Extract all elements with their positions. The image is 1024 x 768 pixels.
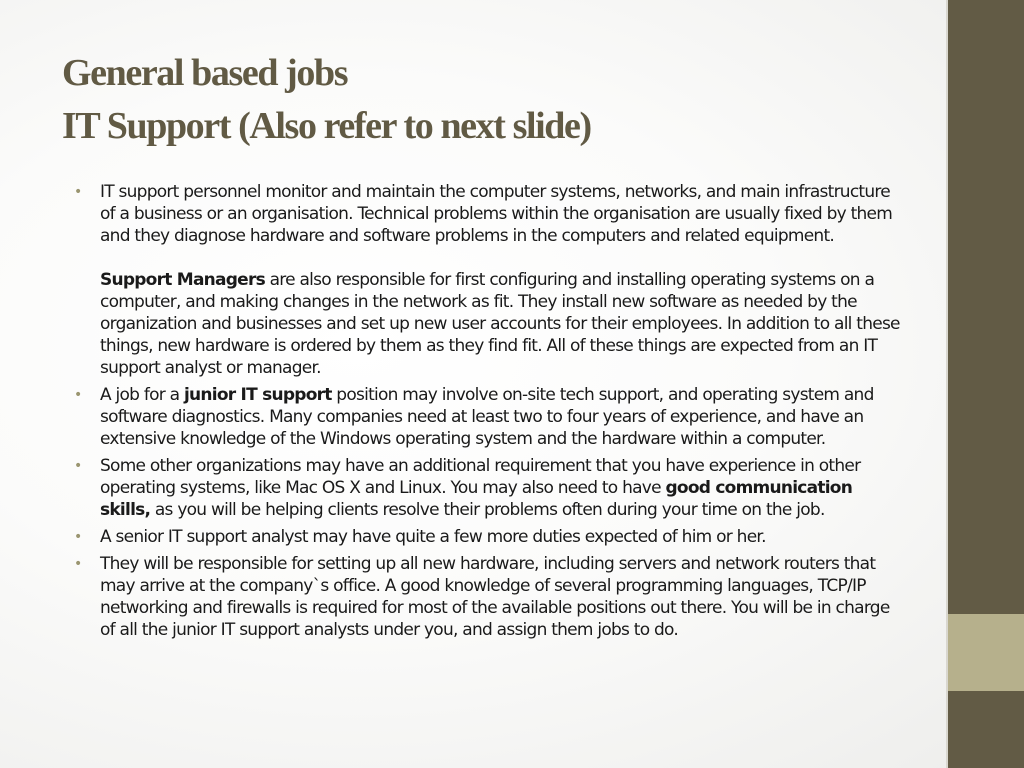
- bullet-text: A job for a: [100, 385, 184, 405]
- bullet-text: are also responsible for first configuring and installing operating systems on a computer, and making changes in the network as fit. They install new software as needed by the organization and businesses and set up new user accounts for their employees. In addition to all these things, new hardware is ordered by them as they find fit. All of these things are expected from an IT support analyst or manager.: [100, 270, 900, 378]
- bullet-text: position may involve on-site tech support, and operating system and software diagnostics. Many companies need at least two to four years of experience, and have an extensive knowledge of the Windows operating system and the hardware within a computer.: [100, 385, 874, 449]
- bullet-text: as you will be helping clients resolve their problems often during your time on the job.: [150, 500, 825, 520]
- bullet-text: IT support personnel monitor and maintain the computer systems, networks, and main infrastructure of a business or an organisation. Technical problems within the organisation are usually fixed by them and they diagnose hardware and software problems in the computers and related equipment.: [100, 182, 893, 246]
- bullet-icon: •: [74, 556, 82, 572]
- bullet-list: [72, 181, 902, 646]
- bullet-item-it-support-personnel: [72, 181, 902, 379]
- bullet-icon: •: [74, 458, 82, 474]
- bullet-text: Some other organizations may have an additional requirement that you have experience in other operating systems, like Mac OS X and Linux. You may also need to have: [100, 456, 861, 498]
- bullet-item-junior-it-support: [72, 384, 902, 450]
- paragraph-gap: [100, 247, 902, 269]
- bullet-bold-text: Support Managers: [100, 270, 265, 290]
- bullet-bold-text: good communication skills,: [100, 478, 853, 520]
- bullet-icon: •: [74, 387, 82, 403]
- bullet-icon: •: [74, 184, 82, 200]
- bullet-item-responsibilities: [72, 553, 902, 641]
- slide-title: [62, 47, 922, 153]
- slide-title-line-1: General based jobs: [62, 52, 348, 94]
- bullet-icon: •: [74, 529, 82, 545]
- bullet-text: They will be responsible for setting up all new hardware, including servers and network routers that may arrive at the company`s office. A good knowledge of several programming languages, TCP/IP networking and firewalls is required for most of the available positions out there. You will be in charge of all the junior IT support analysts under you, and assign them jobs to do.: [100, 554, 890, 640]
- bullet-text: A senior IT support analyst may have quite a few more duties expected of him or her.: [100, 527, 766, 547]
- bullet-bold-text: junior IT support: [183, 385, 332, 405]
- slide-title-line-2: IT Support (Also refer to next slide): [62, 105, 591, 147]
- bullet-item-senior-analyst: [72, 526, 902, 548]
- decorative-sidebar-band: [948, 614, 1024, 691]
- bullet-item-other-organizations: [72, 455, 902, 521]
